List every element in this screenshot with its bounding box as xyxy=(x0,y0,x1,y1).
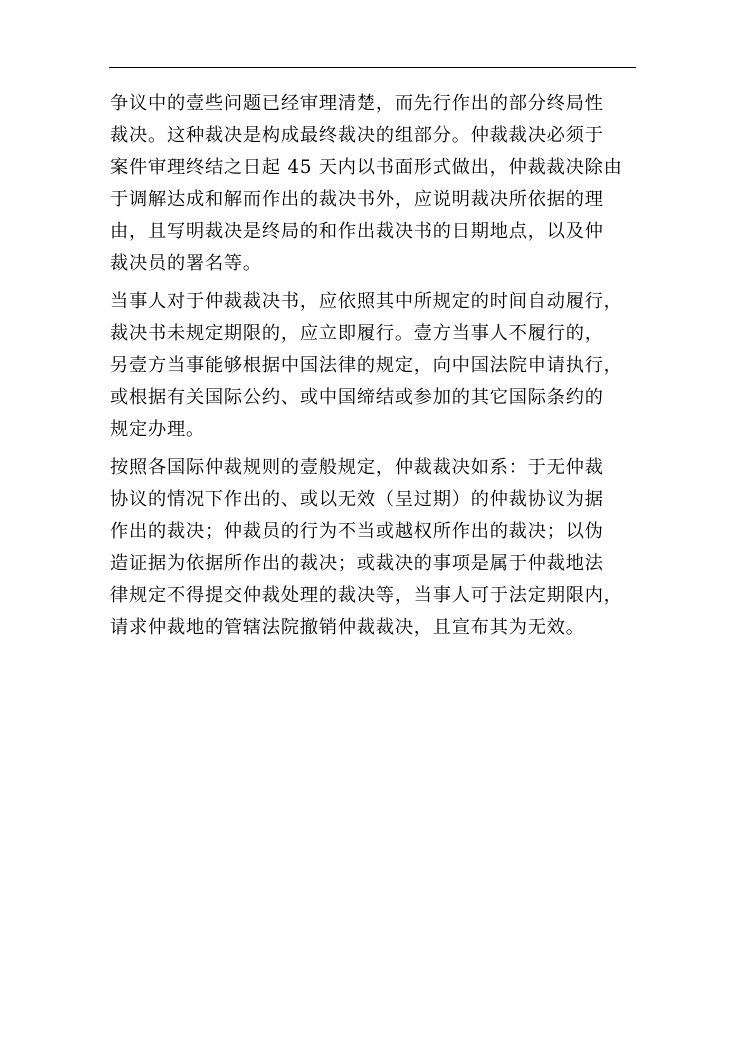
document-body xyxy=(110,88,642,644)
paragraph-line: 当事人对于仲裁裁决书，应依照其中所规定的时间自动履行， xyxy=(110,291,623,312)
paragraph-line: 争议中的壹些问题已经审理清楚，而先行作出的部分终局性 xyxy=(110,93,604,114)
paragraph-line: 造证据为依据所作出的裁决；或裁决的事项是属于仲裁地法 xyxy=(110,553,604,574)
paragraph-line: 于调解达成和解而作出的裁决书外，应说明裁决所依据的理 xyxy=(110,189,604,210)
paragraph-line: 裁决。这种裁决是构成最终裁决的组部分。仲裁裁决必须于 xyxy=(110,125,604,146)
header-rule xyxy=(109,67,636,68)
paragraph-2 xyxy=(110,286,642,446)
paragraph-line: 协议的情况下作出的、或以无效（呈过期）的仲裁协议为据 xyxy=(110,489,604,510)
paragraph-1 xyxy=(110,88,642,280)
paragraph-line: 案件审理终结之日起 45 天内以书面形式做出，仲裁裁决除由 xyxy=(110,157,623,178)
paragraph-line: 按照各国际仲裁规则的壹般规定，仲裁裁决如系：于无仲裁 xyxy=(110,457,604,478)
paragraph-line: 律规定不得提交仲裁处理的裁决等，当事人可于法定期限内， xyxy=(110,585,623,606)
paragraph-line: 由，且写明裁决是终局的和作出裁决书的日期地点，以及仲 xyxy=(110,221,604,242)
paragraph-line: 规定办理。 xyxy=(110,419,205,440)
paragraph-line: 另壹方当事能够根据中国法律的规定，向中国法院申请执行， xyxy=(110,355,623,376)
paragraph-3 xyxy=(110,452,642,644)
paragraph-line: 作出的裁决；仲裁员的行为不当或越权所作出的裁决；以伪 xyxy=(110,521,604,542)
paragraph-line: 裁决员的署名等。 xyxy=(110,253,262,274)
paragraph-line: 或根据有关国际公约、或中国缔结或参加的其它国际条约的 xyxy=(110,387,604,408)
paragraph-line: 裁决书未规定期限的，应立即履行。壹方当事人不履行的， xyxy=(110,323,604,344)
paragraph-line: 请求仲裁地的管辖法院撤销仲裁裁决，且宣布其为无效。 xyxy=(110,617,585,638)
